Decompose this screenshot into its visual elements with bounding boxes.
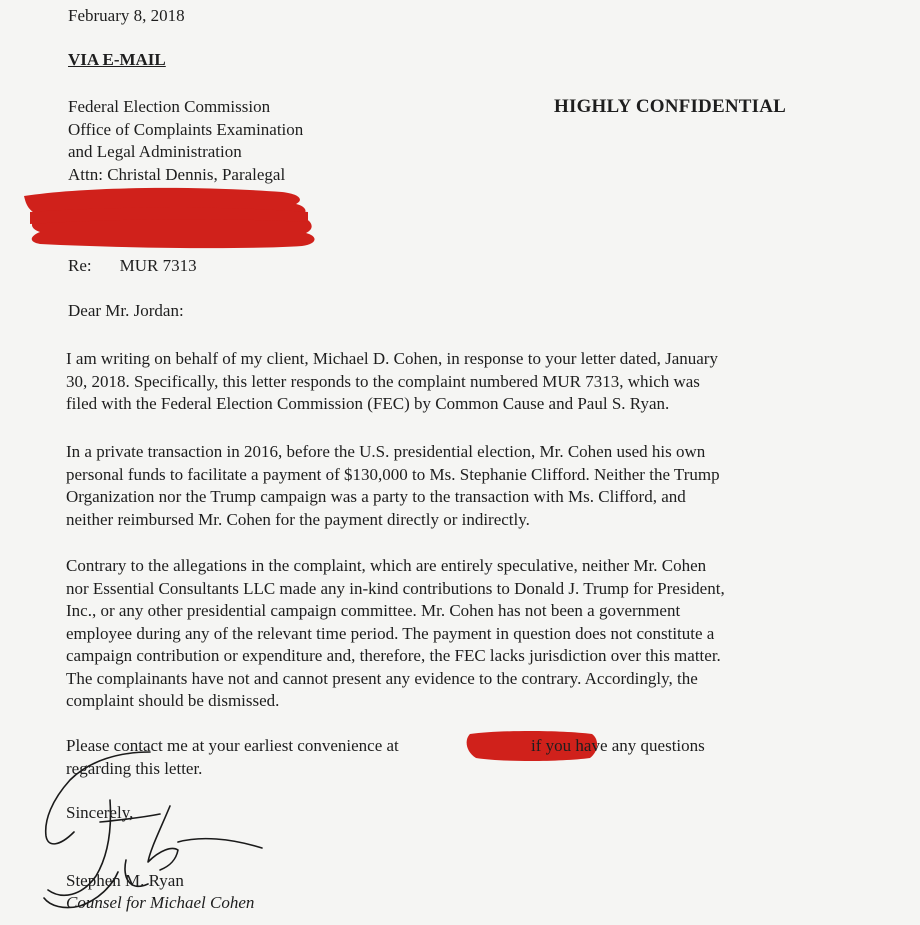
re-label: Re: — [68, 256, 92, 275]
paragraph-line: Organization nor the Trump campaign was a party to the transaction with Ms. Clifford, and — [66, 487, 686, 506]
paragraph-line: 30, 2018. Specifically, this letter responds to the complaint numbered MUR 7313, which was — [66, 371, 700, 391]
paragraph-line: campaign contribution or expenditure and, therefore, the FEC lacks jurisdiction over this matter. — [66, 646, 721, 665]
recipient-line: Federal Election Commission — [68, 97, 271, 116]
paragraph-line: The complainants have not and cannot present any evidence to the contrary. Accordingly, the — [66, 668, 698, 688]
signer-title: Counsel for Michael Cohen — [66, 893, 255, 912]
paragraph-line: employee during any of the relevant time period. The payment in question does not constitute a — [66, 623, 715, 643]
case-reference: MUR 7313 — [119, 256, 197, 275]
paragraph-line: In a private transaction in 2016, before the U.S. presidential election, Mr. Cohen used his own — [66, 442, 706, 461]
confidentiality-label: HIGHLY CONFIDENTIAL — [554, 96, 787, 117]
closing: Sincerely, — [66, 803, 134, 822]
salutation: Dear Mr. Jordan: — [68, 301, 184, 320]
paragraph-line: personal funds to facilitate a payment of $130,000 to Ms. Stephanie Clifford. Neither the Trump — [66, 464, 720, 484]
paragraph-line: I am writing on behalf of my client, Michael D. Cohen, in response to your letter dated, January — [66, 349, 718, 368]
delivery-method: VIA E-MAIL — [68, 50, 166, 69]
recipient-line: Office of Complaints Examination — [68, 119, 304, 139]
paragraph-line: complaint should be dismissed. — [66, 691, 280, 710]
paragraph-line: Inc., or any other presidential campaign committee. Mr. Cohen has not been a government — [66, 601, 681, 620]
contact-text: Please contact me at your earliest convenience at — [66, 736, 399, 755]
paragraph-line: regarding this letter. — [66, 758, 203, 778]
letter-date: February 8, 2018 — [68, 6, 185, 25]
recipient-line: and Legal Administration — [68, 142, 242, 161]
paragraph-line: nor Essential Consultants LLC made any in-kind contributions to Donald J. Trump for President, — [66, 578, 725, 598]
contact-text-after: if you have any questions — [531, 736, 705, 755]
paragraph-line: filed with the Federal Election Commission (FEC) by Common Cause and Paul S. Ryan. — [66, 394, 670, 413]
signer-name: Stephen M. Ryan — [66, 871, 184, 890]
recipient-line: Attn: Christal Dennis, Paralegal — [68, 164, 286, 184]
paragraph-line: neither reimbursed Mr. Cohen for the payment directly or indirectly. — [66, 509, 530, 529]
paragraph-line: Contrary to the allegations in the complaint, which are entirely speculative, neither Mr. Cohen — [66, 556, 707, 575]
